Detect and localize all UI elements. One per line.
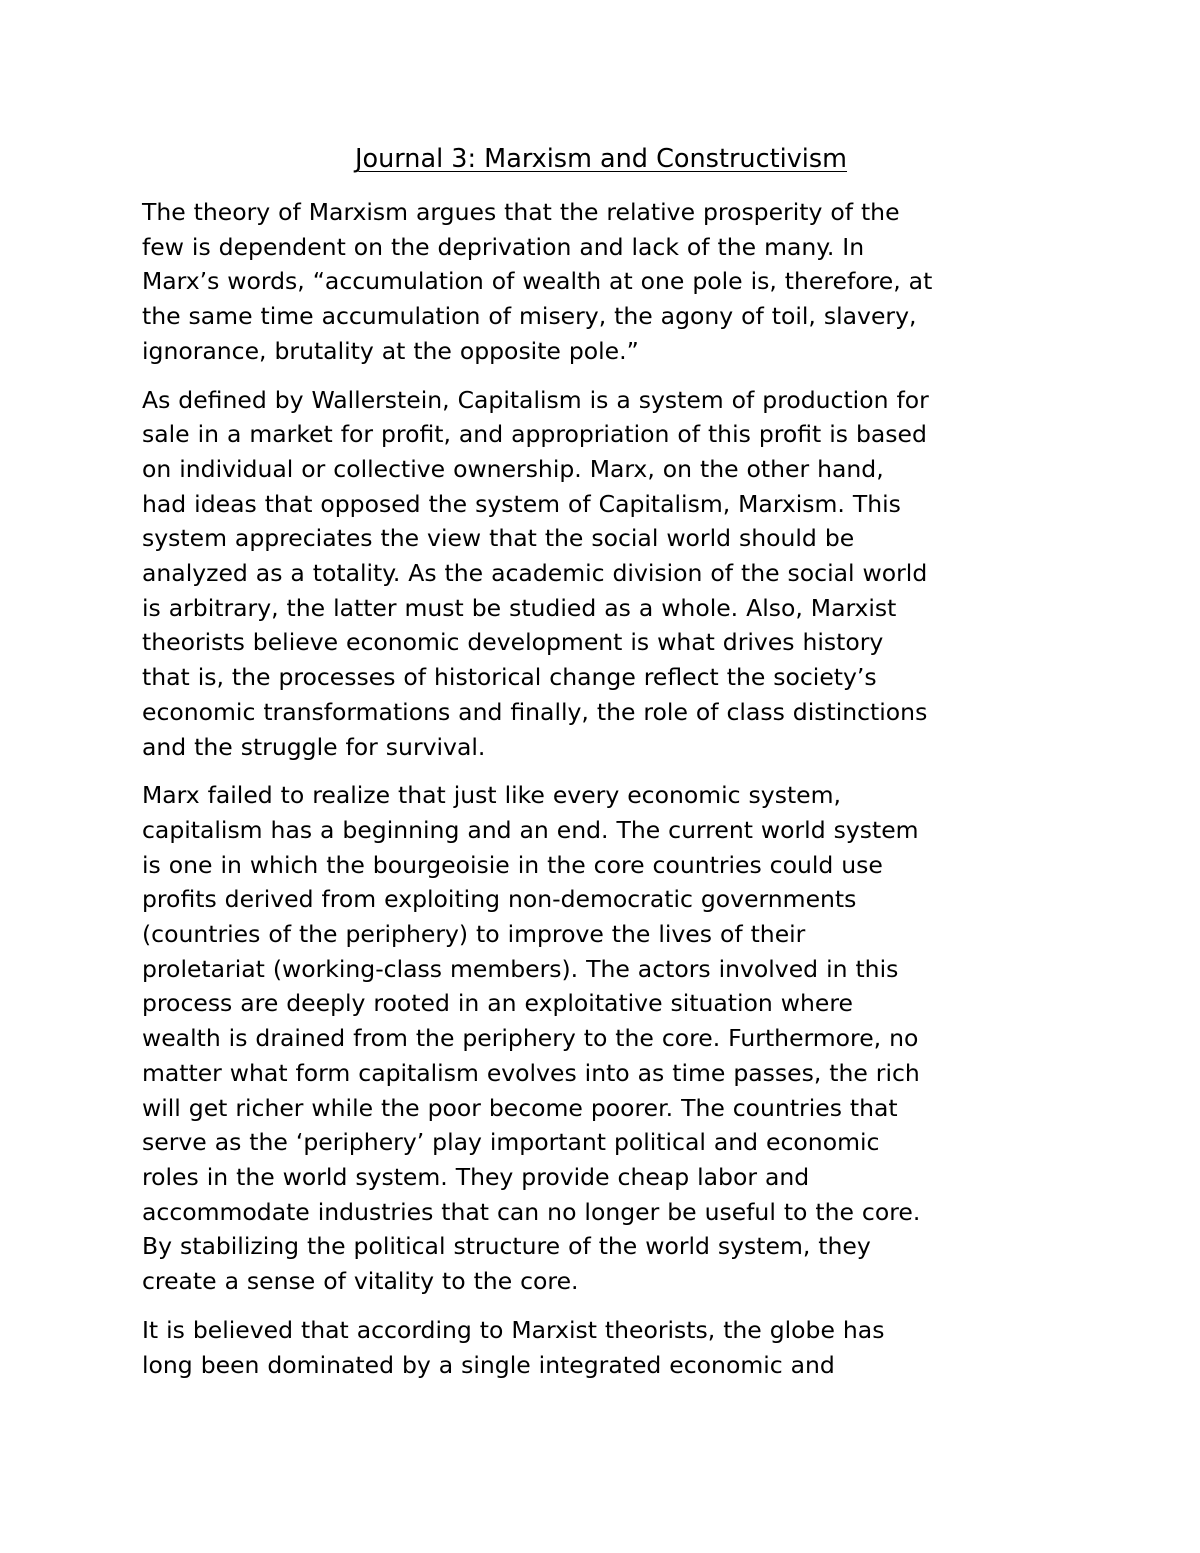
document-title: Journal 3: Marxism and Constructivism	[354, 144, 848, 174]
paragraph-line: long been dominated by a single integrated economic and	[142, 1350, 835, 1379]
paragraph-line: (countries of the periphery) to improve the lives of their	[142, 920, 806, 949]
paragraph	[142, 195, 1060, 369]
paragraph-line: system appreciates the view that the social world should be	[142, 524, 855, 553]
paragraph-line: wealth is drained from the periphery to the core. Furthermore, no	[142, 1024, 919, 1053]
paragraph-line: The theory of Marxism argues that the relative prosperity of the	[142, 198, 900, 226]
paragraph-line: few is dependent on the deprivation and lack of the many. In	[142, 232, 865, 261]
document-body	[142, 195, 1060, 1382]
paragraph-line: the same time accumulation of misery, the agony of toil, slavery,	[142, 302, 917, 331]
paragraph-line: sale in a market for profit, and appropriation of this profit is based	[142, 420, 927, 449]
paragraph	[142, 778, 1060, 1299]
paragraph-line: is one in which the bourgeoisie in the core countries could use	[142, 850, 883, 879]
paragraph-line: theorists believe economic development is what drives history	[142, 628, 884, 657]
paragraph-line: roles in the world system. They provide cheap labor and	[142, 1162, 810, 1191]
paragraph-line: It is believed that according to Marxist theorists, the globe has	[142, 1315, 885, 1344]
paragraph-line: By stabilizing the political structure of the world system, they	[142, 1232, 871, 1261]
paragraph-line: Marx’s words, “accumulation of wealth at one pole is, therefore, at	[142, 267, 933, 296]
paragraph-line: create a sense of vitality to the core.	[142, 1267, 579, 1296]
paragraph-line: ignorance, brutality at the opposite pole.”	[142, 336, 639, 365]
paragraph-line: on individual or collective ownership. Marx, on the other hand,	[142, 454, 884, 483]
paragraph-line: had ideas that opposed the system of Capitalism, Marxism. This	[142, 489, 901, 518]
paragraph-line: proletariat (working-class members). The actors involved in this	[142, 954, 899, 983]
paragraph-line: will get richer while the poor become poorer. The countries that	[142, 1093, 898, 1122]
paragraph-line: matter what form capitalism evolves into as time passes, the rich	[142, 1058, 920, 1087]
paragraph-line: accommodate industries that can no longer be useful to the core.	[142, 1197, 921, 1226]
paragraph-line: economic transformations and finally, the role of class distinctions	[142, 697, 928, 726]
paragraph-line: is arbitrary, the latter must be studied as a whole. Also, Marxist	[142, 593, 897, 622]
paragraph-line: analyzed as a totality. As the academic division of the social world	[142, 559, 928, 588]
paragraph-line: Marx failed to realize that just like every economic system,	[142, 781, 841, 810]
paragraph-line: serve as the ‘periphery’ play important political and economic	[142, 1128, 880, 1157]
paragraph-line: process are deeply rooted in an exploitative situation where	[142, 989, 853, 1018]
paragraph	[142, 383, 1060, 765]
paragraph-line: that is, the processes of historical change reflect the society’s	[142, 663, 877, 692]
paragraph	[142, 1313, 1060, 1382]
paragraph-line: profits derived from exploiting non-democratic governments	[142, 885, 857, 914]
paragraph-line: As defined by Wallerstein, Capitalism is a system of production for	[142, 385, 929, 414]
paragraph-line: capitalism has a beginning and an end. The current world system	[142, 815, 919, 844]
paragraph-line: and the struggle for survival.	[142, 732, 486, 761]
